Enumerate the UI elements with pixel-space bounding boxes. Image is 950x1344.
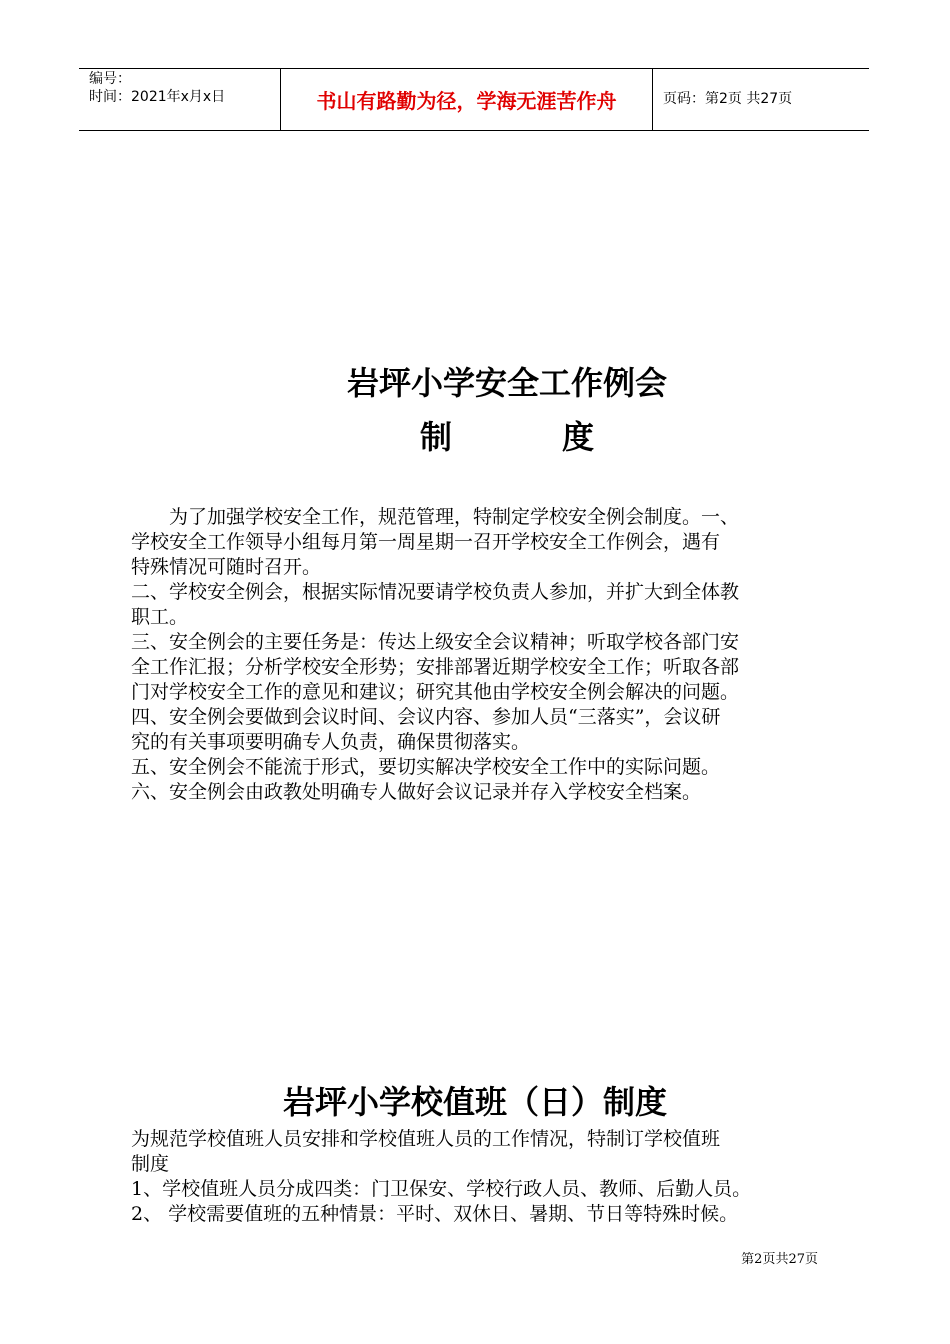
header-meta-cell — [79, 69, 281, 130]
section2-body — [131, 1127, 831, 1227]
page-header — [79, 68, 869, 131]
paragraph-line: 二、学校安全例会，根据实际情况要请学校负责人参加，并扩大到全体教 — [131, 581, 740, 603]
section2-title: 岩坪小学校值班（日）制度 — [282, 1083, 667, 1121]
number-label: 编号： — [89, 71, 131, 87]
page-footer: 第2页共27页 — [741, 1252, 818, 1267]
paragraph-line: 学校安全工作领导小组每月第一周星期一召开学校安全工作例会，遇有 — [131, 531, 721, 553]
paragraph-line: 制度 — [131, 1153, 170, 1175]
title-char-zhi: 制 — [419, 418, 452, 456]
section1-title: 岩坪小学安全工作例会 — [346, 364, 667, 402]
motto: 书山有路勤为径，学海无涯苦作舟 — [316, 89, 617, 113]
paragraph-line: 为规范学校值班人员安排和学校值班人员的工作情况，特制订学校值班 — [131, 1128, 721, 1150]
paragraph-line: 2、 学校需要值班的五种情景：平时、双休日、暑期、节日等特殊时候。 — [131, 1203, 739, 1225]
paragraph-line: 三、安全例会的主要任务是：传达上级安全会议精神；听取学校各部门安 — [131, 631, 740, 653]
paragraph-line: 全工作汇报；分析学校安全形势；安排部署近期学校安全工作；听取各部 — [131, 656, 740, 678]
paragraph-line: 为了加强学校安全工作，规范管理，特制定学校安全例会制度。一、 — [131, 506, 740, 528]
section1-title-line2 — [0, 412, 950, 458]
paragraph-line: 职工。 — [131, 606, 189, 628]
header-page-cell — [653, 69, 869, 130]
paragraph-line: 四、安全例会要做到会议时间、会议内容、参加人员“三落实”，会议研 — [131, 706, 721, 728]
paragraph-line: 究的有关事项要明确专人负责，确保贯彻落实。 — [131, 731, 531, 753]
page-label: 页码：第2页 共27页 — [663, 91, 793, 107]
paragraph-line: 门对学校安全工作的意见和建议；研究其他由学校安全例会解决的问题。 — [131, 681, 740, 703]
time-label: 时间：2021年x月x日 — [89, 89, 226, 105]
paragraph-line: 1、学校值班人员分成四类：门卫保安、学校行政人员、教师、后勤人员。 — [131, 1178, 752, 1200]
header-motto-cell — [281, 69, 653, 130]
paragraph-line: 五、安全例会不能流于形式，要切实解决学校安全工作中的实际问题。 — [131, 756, 721, 778]
paragraph-line: 六、安全例会由政教处明确专人做好会议记录并存入学校安全档案。 — [131, 781, 702, 803]
paragraph-line: 特殊情况可随时召开。 — [131, 556, 322, 578]
section1-body — [131, 505, 831, 805]
title-char-du: 度 — [562, 418, 595, 456]
